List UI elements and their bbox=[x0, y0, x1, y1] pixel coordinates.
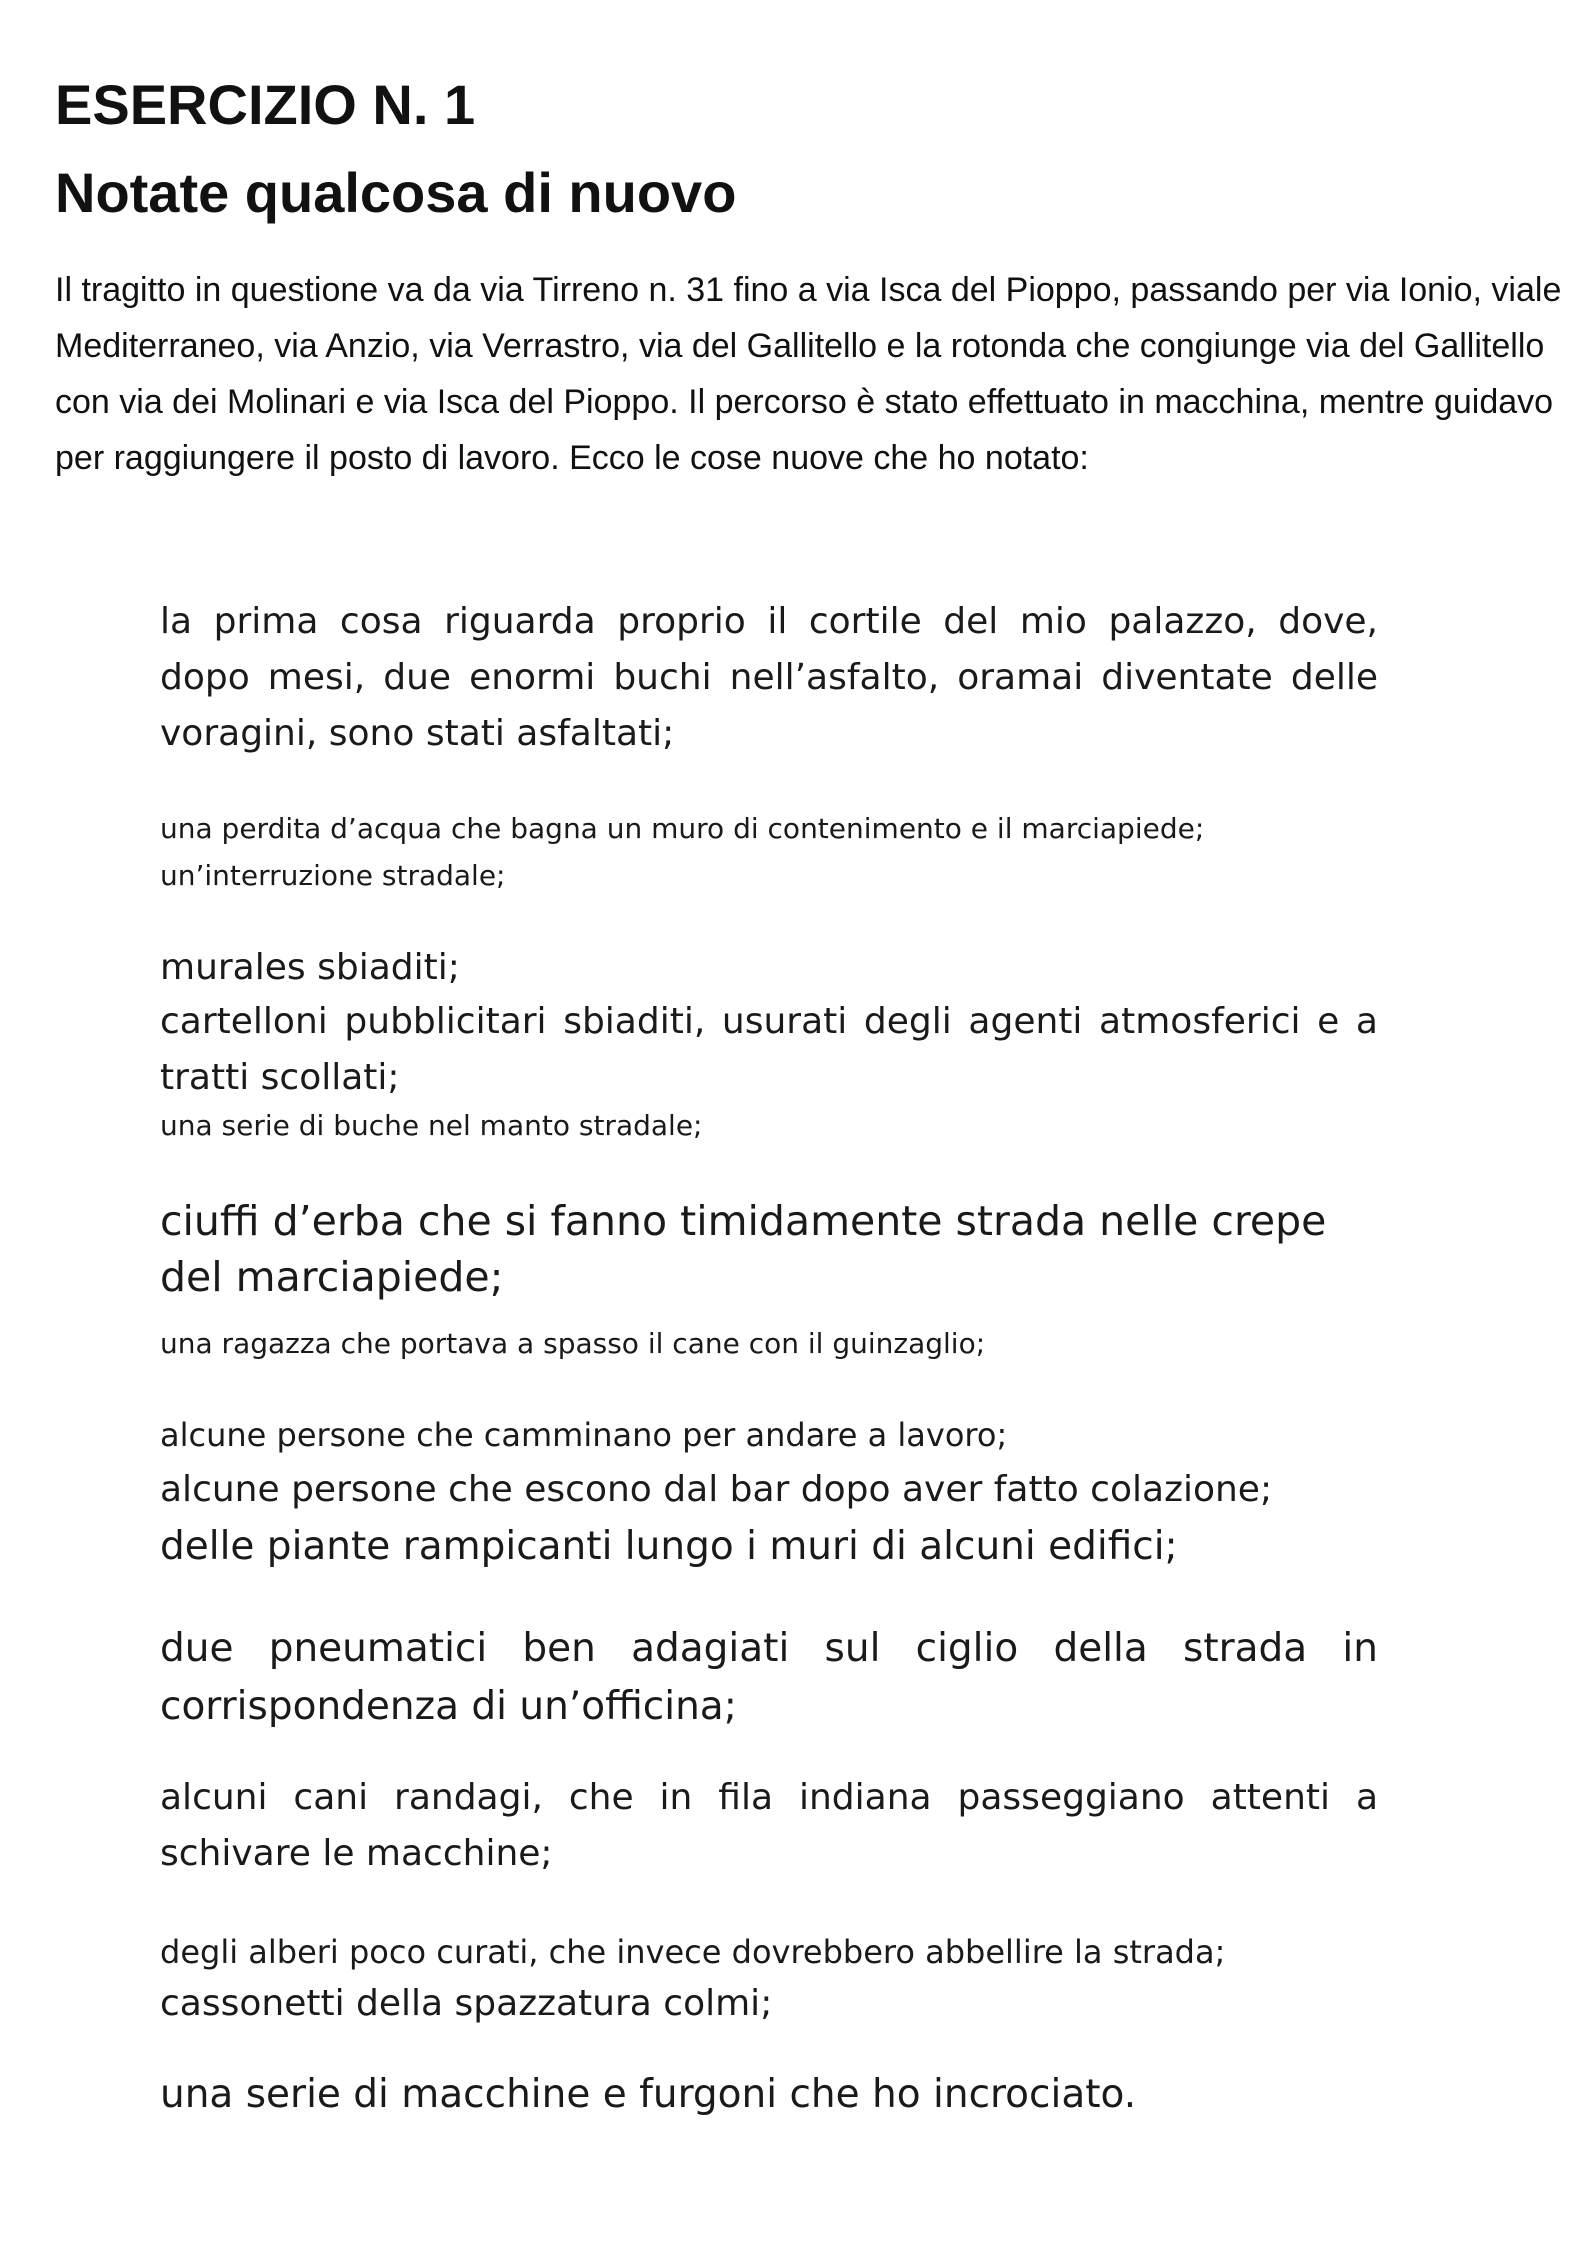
note-item: cartelloni pubblicitari sbiaditi, usurati degli agenti atmosferici e a tratti scollati; bbox=[160, 1001, 1378, 1098]
note-item: una ragazza che portava a spasso il cane con il guinzaglio; bbox=[160, 1327, 986, 1360]
intro-paragraph: Il tragitto in questione va da via Tirreno n. 31 fino a via Isca del Pioppo, passando per via Ionio, viale Mediterraneo, via Anzio, via Verrastro, via del Gallitello e la rotonda che congiunge via del Gallitello con via dei Molinari e via Isca del Pioppo. Il percorso è stato effettuato in macchina, mentre guidavo per raggiungere il posto di lavoro. Ecco le cose nuove che ho notato: bbox=[55, 271, 1562, 477]
note-item: una serie di macchine e furgoni che ho incrociato. bbox=[160, 2072, 1137, 2117]
note-item: alcune persone che escono dal bar dopo aver fatto colazione; bbox=[160, 1469, 1273, 1510]
note-item: delle piante rampicanti lungo i muri di alcuni edifici; bbox=[160, 1524, 1178, 1569]
note-item: degli alberi poco curati, che invece dovrebbero abbellire la strada; bbox=[160, 1933, 1226, 1971]
note-item: alcuni cani randagi, che in fila indiana passeggiano attenti a schivare le macchine; bbox=[160, 1777, 1378, 1874]
note-item: un’interruzione stradale; bbox=[160, 859, 506, 892]
note-item: murales sbiaditi; bbox=[160, 947, 460, 988]
note-item: alcune persone che camminano per andare a lavoro; bbox=[160, 1416, 1008, 1454]
note-item: ciuffi d’erba che si fanno timidamente strada nelle crepe del marciapiede; bbox=[160, 1197, 1327, 1301]
note-item: una perdita d’acqua che bagna un muro di contenimento e il marciapiede; bbox=[160, 812, 1205, 845]
note-item: cassonetti della spazzatura colmi; bbox=[160, 1983, 773, 2024]
page-title: ESERCIZIO N. 1 bbox=[55, 73, 476, 136]
note-item: una serie di buche nel manto stradale; bbox=[160, 1109, 703, 1142]
page-subtitle: Notate qualcosa di nuovo bbox=[55, 161, 737, 224]
note-item: la prima cosa riguarda proprio il cortile del mio palazzo, dove, dopo mesi, due enormi buchi nell’asfalto, oramai diventate delle voragini, sono stati asfaltati; bbox=[160, 601, 1378, 754]
note-item: due pneumatici ben adagiati sul ciglio della strada in corrispondenza di un’officina; bbox=[160, 1626, 1378, 1729]
